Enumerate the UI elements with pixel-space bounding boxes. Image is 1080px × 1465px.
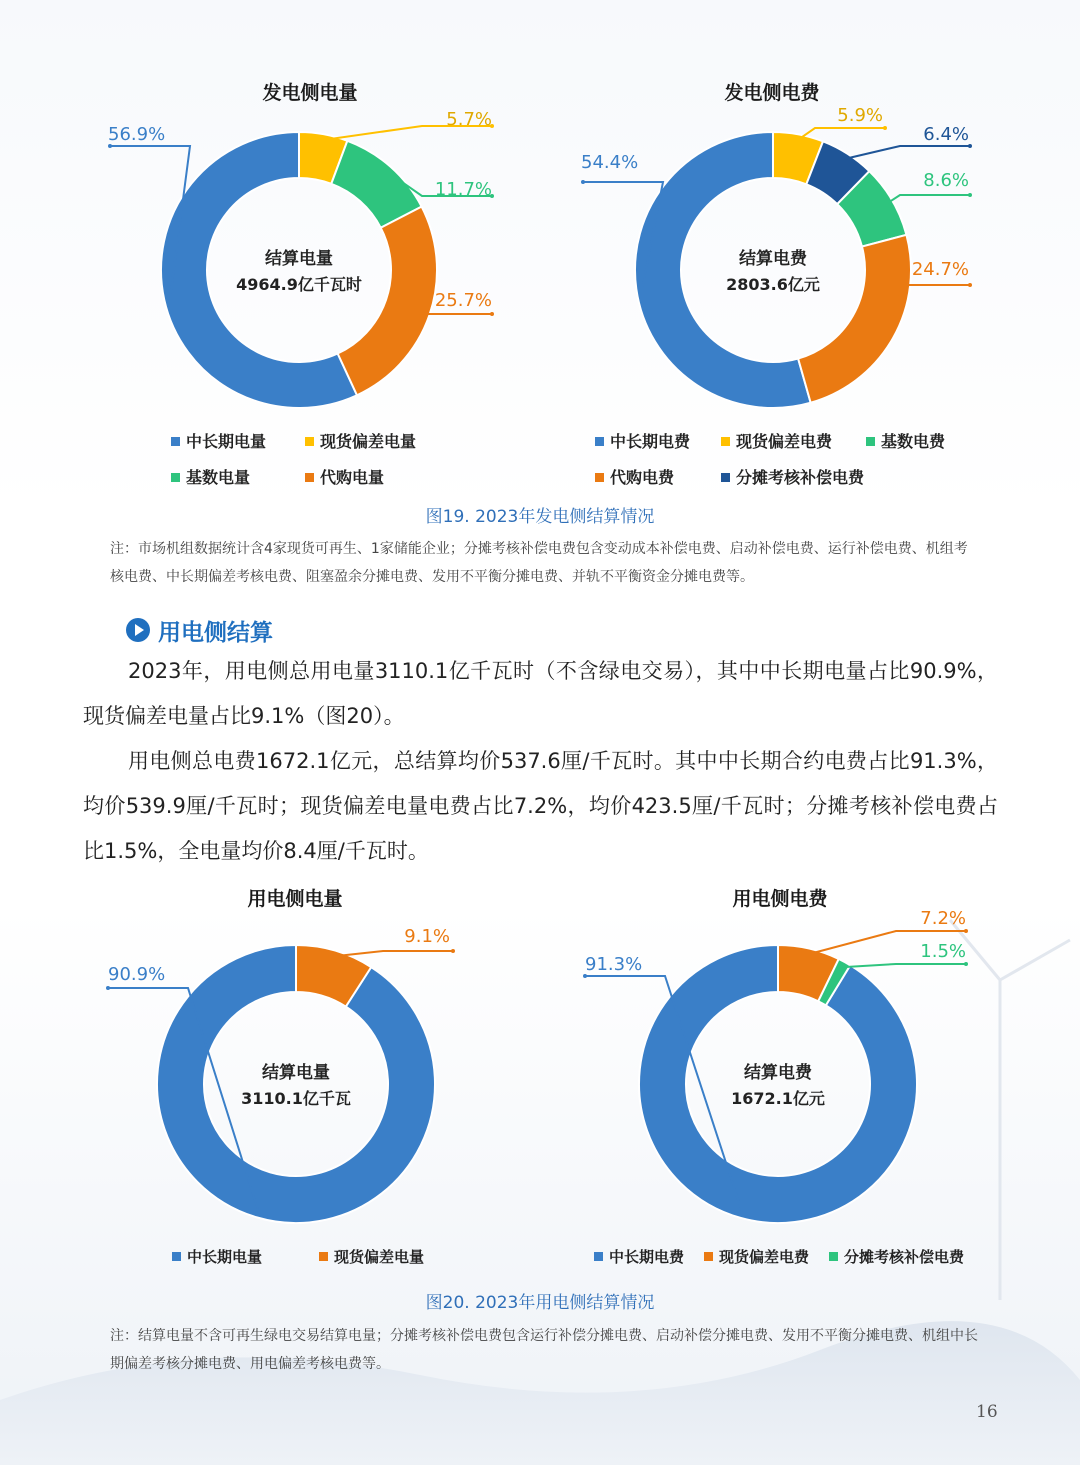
legend-label: 分摊考核补偿电费 (736, 468, 865, 487)
data-label: 5.7% (446, 109, 492, 130)
legend-item (305, 429, 416, 452)
chart-legend (570, 884, 990, 1279)
legend-label: 分摊考核补偿电费 (844, 1248, 965, 1266)
data-label: 9.1% (404, 926, 450, 947)
figure-note: 注：市场机组数据统计含4家现货可再生、1家储能企业；分摊考核补偿电费包含变动成本补偿电费、启动补偿电费、运行补偿电费、机组考核电费、中长期偏差考核电费、阻塞盈余分摊电费、发用不平衡分摊电费、并轨不平衡资金分摊电费等。 (110, 541, 968, 585)
legend-item (171, 465, 250, 488)
figure-caption: 图19. 2023年发电侧结算情况 (425, 507, 655, 527)
data-label: 5.9% (837, 105, 883, 126)
legend-swatch (595, 437, 604, 446)
legend-item (829, 1246, 964, 1267)
legend-label: 现货偏差电费 (719, 1248, 810, 1266)
legend-swatch (721, 437, 730, 446)
center-label: 结算电费 (739, 249, 807, 269)
chart-legend (80, 884, 540, 1279)
center-label: 结算电费 (744, 1063, 812, 1083)
legend-item (721, 429, 832, 452)
legend-item (319, 1246, 424, 1267)
center-value: 1672.1亿元 (731, 1089, 825, 1108)
legend-label: 代购电费 (610, 468, 675, 487)
data-label: 91.3% (585, 954, 643, 975)
chart-generation-fee (555, 78, 995, 498)
legend-swatch (172, 1252, 181, 1261)
chart-title: 用电侧电量 (247, 888, 343, 910)
figure-caption: 图20. 2023年用电侧结算情况 (425, 1293, 655, 1313)
center-value: 4964.9亿千瓦时 (236, 275, 362, 294)
data-label: 24.7% (911, 259, 969, 280)
chart-legend (555, 78, 995, 498)
chart-consumption-fee (570, 884, 990, 1279)
center-value: 3110.1亿千瓦 (241, 1089, 351, 1108)
legend-item (704, 1246, 809, 1267)
data-label: 6.4% (923, 124, 969, 145)
data-label: 11.7% (434, 179, 492, 200)
center-label: 结算电量 (265, 249, 333, 269)
legend-swatch (866, 437, 875, 446)
legend-label: 现货偏差电量 (320, 432, 417, 451)
legend-item (721, 465, 864, 488)
paragraph: 用电侧总电费1672.1亿元，总结算均价537.6厘/千瓦时。其中中长期合约电费占比91.3%，均价539.9厘/千瓦时；现货偏差电量电费占比7.2%，均价423.5厘/千瓦时；分摊考核补偿电费占比1.5%，全电量均价8.4厘/千瓦时。 (83, 749, 998, 863)
legend-swatch (305, 437, 314, 446)
chart-title: 用电侧电费 (732, 888, 828, 910)
legend-swatch (704, 1252, 713, 1261)
legend-label: 中长期电费 (610, 432, 691, 451)
legend-item (595, 465, 674, 488)
legend-swatch (721, 473, 730, 482)
legend-label: 代购电量 (320, 468, 385, 487)
legend-label: 中长期电费 (609, 1248, 685, 1266)
legend-swatch (829, 1252, 838, 1261)
page-number: 16 (976, 1402, 998, 1422)
section-title: 用电侧结算 (158, 619, 273, 646)
legend-swatch (171, 437, 180, 446)
body-text (83, 649, 998, 874)
legend-item (172, 1246, 262, 1267)
chart-title: 发电侧电费 (724, 82, 820, 104)
legend-label: 中长期电量 (187, 1248, 263, 1266)
center-value: 2803.6亿元 (726, 275, 820, 294)
chart-consumption-volume (80, 884, 540, 1279)
figure-note: 注：结算电量不含可再生绿电交易结算电量；分摊考核补偿电费包含运行补偿分摊电费、启动补偿分摊电费、发用不平衡分摊电费、机组中长期偏差考核分摊电费、用电偏差考核电费等。 (110, 1328, 978, 1372)
play-circle-icon (126, 618, 150, 642)
data-label: 8.6% (923, 170, 969, 191)
legend-label: 现货偏差电量 (334, 1248, 425, 1266)
chart-legend (80, 78, 540, 498)
data-label: 54.4% (581, 152, 639, 173)
legend-swatch (171, 473, 180, 482)
legend-item (594, 1246, 684, 1267)
data-label: 56.9% (108, 124, 166, 145)
chart-title: 发电侧电量 (262, 82, 358, 104)
legend-item (866, 429, 945, 452)
legend-item (595, 429, 690, 452)
legend-label: 中长期电量 (186, 432, 267, 451)
legend-label: 现货偏差电费 (736, 432, 833, 451)
legend-swatch (594, 1252, 603, 1261)
legend-swatch (319, 1252, 328, 1261)
chart-generation-volume (80, 78, 540, 498)
legend-label: 基数电量 (186, 468, 251, 487)
data-label: 25.7% (434, 290, 492, 311)
data-label: 1.5% (920, 941, 966, 962)
legend-item (171, 429, 266, 452)
legend-swatch (595, 473, 604, 482)
paragraph: 2023年，用电侧总用电量3110.1亿千瓦时（不含绿电交易），其中中长期电量占比90.9%，现货偏差电量占比9.1%（图20）。 (83, 659, 998, 728)
data-label: 90.9% (108, 964, 166, 985)
data-label: 7.2% (920, 908, 966, 929)
center-label: 结算电量 (262, 1063, 330, 1083)
legend-label: 基数电费 (881, 432, 946, 451)
legend-item (305, 465, 384, 488)
section-heading (126, 614, 273, 646)
legend-swatch (305, 473, 314, 482)
